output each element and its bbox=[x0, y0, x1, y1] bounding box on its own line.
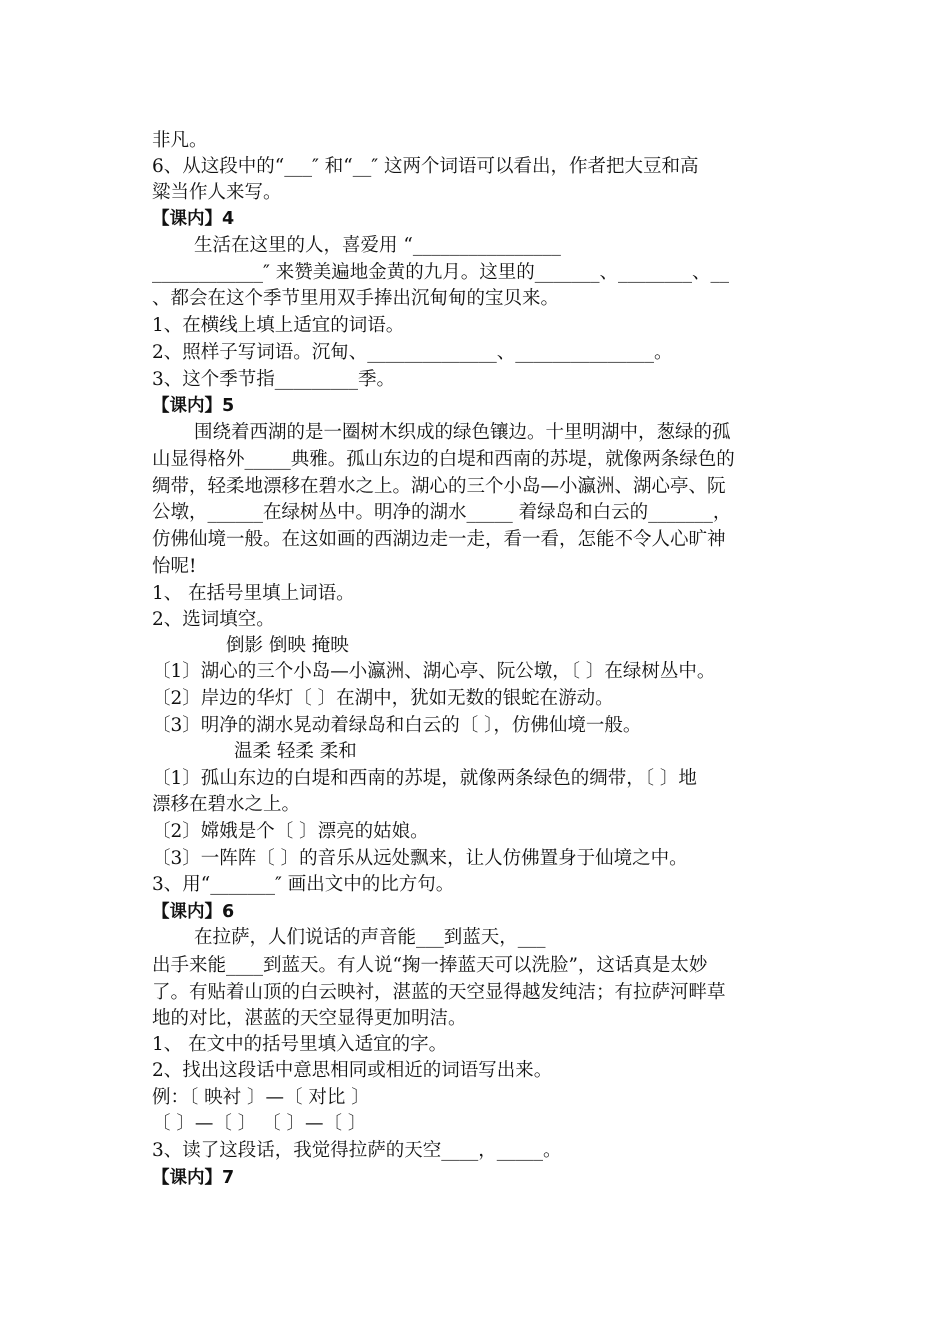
passage-line: 出手来能____到蓝天。有人说“掬一捧蓝天可以洗脸”，这话真是太妙 bbox=[152, 955, 708, 976]
fill-item: 〔2〕嫦娥是个〔 〕漂亮的姑娘。 bbox=[152, 821, 429, 842]
section-heading-5: 【课内】5 bbox=[152, 396, 235, 416]
question-2: 2、选词填空。 bbox=[152, 609, 275, 630]
example-line: 例：〔 映衬 〕—〔 对比 〕 bbox=[152, 1087, 370, 1108]
section-heading-4: 【课内】4 bbox=[152, 209, 235, 229]
question-3: 3、这个季节指_________季。 bbox=[152, 369, 396, 390]
text-line: 粱当作人来写。 bbox=[152, 182, 282, 203]
passage-line: 围绕着西湖的是一圈树木织成的绿色镶边。十里明湖中，葱绿的孤 bbox=[194, 422, 731, 443]
word-choices: 倒影 倒映 掩映 bbox=[226, 635, 349, 656]
passage-line: 地的对比，湛蓝的天空显得更加明洁。 bbox=[152, 1008, 467, 1029]
text-line: 非凡。 bbox=[152, 130, 208, 151]
question-1: 1、在横线上填上适宜的词语。 bbox=[152, 315, 405, 336]
passage-line: 仿佛仙境一般。在这如画的西湖边走一走，看一看，怎能不令人心旷神 bbox=[152, 529, 726, 550]
question-2: 2、照样子写词语。沉甸、______________、_______________。 bbox=[152, 342, 673, 363]
question-1: 1、 在文中的括号里填入适宜的字。 bbox=[152, 1034, 448, 1055]
question-6: 6、从这段中的“___″ 和“__″ 这两个词语可以看出，作者把大豆和高 bbox=[152, 156, 699, 177]
passage-line: 怡呢! bbox=[152, 556, 197, 577]
section-heading-7: 【课内】7 bbox=[152, 1168, 235, 1188]
passage-line: 了。有贴着山顶的白云映衬，湛蓝的天空显得越发纯洁；有拉萨河畔草 bbox=[152, 982, 726, 1003]
passage-line: 山显得格外_____典雅。孤山东边的白堤和西南的苏堤，就像两条绿色的 bbox=[152, 449, 735, 470]
fill-item: 〔3〕明净的湖水晃动着绿岛和白云的〔 〕，仿佛仙境一般。 bbox=[152, 715, 642, 736]
passage-line: 在拉萨，人们说话的声音能___到蓝天，___ bbox=[194, 927, 546, 948]
question-3: 3、读了这段话，我觉得拉萨的天空____，_____。 bbox=[152, 1140, 562, 1161]
question-3: 3、用“_______″ 画出文中的比方句。 bbox=[152, 874, 455, 895]
fill-item: 〔1〕湖心的三个小岛—小瀛洲、湖心亭、阮公墩，〔 〕在绿树丛中。 bbox=[152, 661, 716, 682]
section-heading-6: 【课内】6 bbox=[152, 902, 235, 922]
fill-item: 〔3〕一阵阵〔 〕的音乐从远处飘来，让人仿佛置身于仙境之中。 bbox=[152, 848, 688, 869]
question-2: 2、找出这段话中意思相同或相近的词语写出来。 bbox=[152, 1060, 553, 1081]
word-choices: 温柔 轻柔 柔和 bbox=[234, 741, 357, 762]
fill-item: 〔1〕孤山东边的白堤和西南的苏堤，就像两条绿色的绸带，〔 〕地 bbox=[152, 768, 697, 789]
passage-line: ____________″ 来赞美遍地金黄的九月。这里的_______、________、__ bbox=[152, 262, 730, 283]
passage-line: 、都会在这个季节里用双手捧出沉甸甸的宝贝来。 bbox=[152, 288, 560, 309]
fill-item: 〔2〕岸边的华灯〔 〕在湖中，犹如无数的银蛇在游动。 bbox=[152, 688, 614, 709]
question-1: 1、 在括号里填上词语。 bbox=[152, 583, 355, 604]
passage-line: 生活在这里的人，喜爱用 “________________ bbox=[194, 235, 561, 256]
answer-blanks: 〔 〕—〔 〕 〔 〕—〔 〕 bbox=[152, 1113, 367, 1134]
fill-item: 漂移在碧水之上。 bbox=[152, 794, 301, 815]
passage-line: 绸带，轻柔地漂移在碧水之上。湖心的三个小岛—小瀛洲、湖心亭、阮 bbox=[152, 476, 726, 497]
passage-line: 公墩，______在绿树丛中。明净的湖水_____ 着绿岛和白云的_______， bbox=[152, 502, 732, 523]
